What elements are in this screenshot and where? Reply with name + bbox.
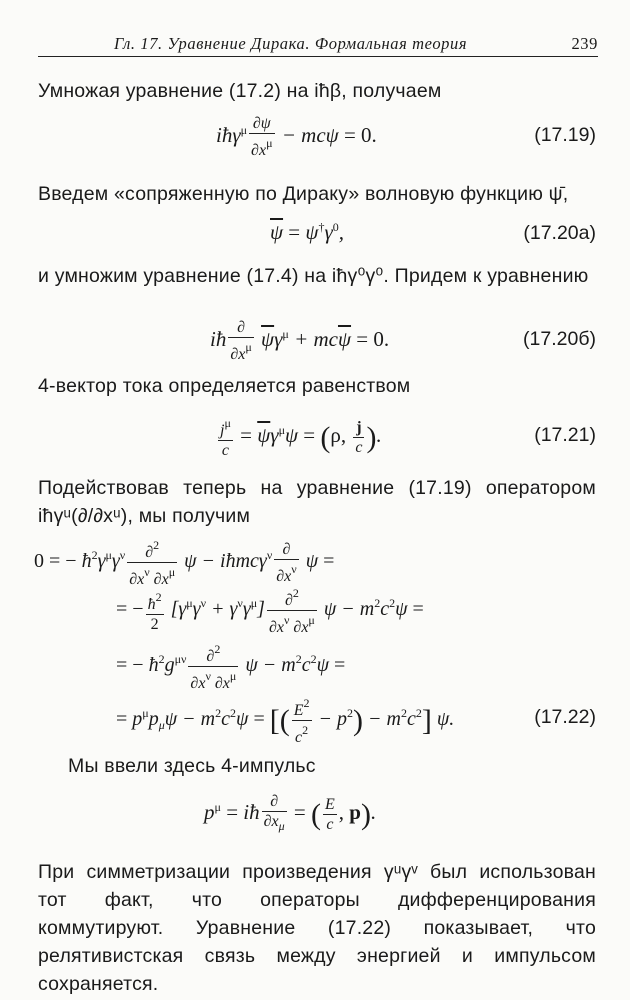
equation-17-19 <box>0 110 630 166</box>
equation-line-1: 0 = − $ħ^2\gamma^\mu\gamma^\nu$ $\frac{\partial^2}{\partial x^\nu \partial x^\mu}$ ψ − iħmcγ$^\nu$ $\frac{\partial}{\partial x^\nu}$ ψ = <box>34 538 335 588</box>
equation-17-20a <box>0 218 630 248</box>
running-head <box>38 34 598 57</box>
equation-number: (17.20а) <box>523 222 596 244</box>
equation-body: iħγ$^\mu$ $\frac{\partial\psi}{\partial x^\mu}$ − mcψ = 0. <box>216 115 377 159</box>
paragraph-4: 4-вектор тока определяется равенством <box>38 375 411 397</box>
running-title: Гл. 17. Уравнение Дирака. Формальная теория <box>114 34 468 53</box>
paragraph-6: Мы ввели здесь 4-импульс <box>68 755 316 777</box>
equation-line-2: = − $\frac{ħ^2}{2}$ $[\gamma^\mu\gamma^\nu + \gamma^\nu\gamma^\mu]$ $\frac{\partial^2}{\partial x^\nu \partial x^\mu}$ $\psi - m^2c^2\psi$ = <box>116 586 424 636</box>
equation-17-22 <box>0 536 630 746</box>
equation-17-20b <box>0 316 630 372</box>
paragraph-1: Умножая уравнение (17.2) на iħβ, получаем <box>38 80 442 102</box>
equation-17-21 <box>0 412 630 464</box>
paragraph-3: и умножим уравнение (17.4) на iħγ⁰γ⁰. Придем к уравнению <box>38 265 589 287</box>
equation-body: $\overline{\psi} = \psi^\dagger\gamma^0$, <box>270 220 344 244</box>
paragraph-5: Подействовав теперь на уравнение (17.19) оператором iħγᵘ(∂/∂xᵘ), мы получим <box>38 477 596 527</box>
equation-number: (17.19) <box>534 124 596 146</box>
equation-line-3: = − $ħ^2g^{\mu\nu}$ $\frac{\partial^2}{\partial x^\nu \partial x^\mu}$ $\psi - m^2c^2\psi$ = <box>116 642 346 692</box>
paragraph-2: Введем «сопряженную по Дираку» волновую функцию ψ̄, <box>38 183 569 205</box>
equation-line-4: = $p^\mu p_\mu\psi - m^2c^2\psi$ = [( $\frac{E^2}{c^2}$ − $p^2) - m^2c^2$] ψ. <box>116 696 455 746</box>
paragraph-7: При симметризации произведения γᵘγᵛ был использован тот факт, что операторы дифференцирования коммутируют. Уравнение (17.22) показывает, что релятивистская связь между энергией и импульсом сохраняется. <box>38 861 596 995</box>
equation-number: (17.21) <box>534 424 596 446</box>
equation-number: (17.20б) <box>523 328 596 350</box>
equation-body: $p^\mu$ = iħ $\frac{\partial}{\partial x_\mu}$ = ( $\frac{E}{c}$ , p). <box>204 793 377 833</box>
equation-number: (17.22) <box>534 706 596 728</box>
equation-4-momentum <box>0 790 630 842</box>
equation-body: iħ $\frac{\partial}{\partial x^\mu}$ $\overline{\psi}\gamma^\mu + mc\overline{\psi} = 0$. <box>210 319 390 363</box>
equation-body: $\frac{j^\mu}{c}$ = $\overline{\psi}\gamma^\mu\psi = (\rho$, $\frac{j}{c}$ ). <box>220 416 382 459</box>
page-number: 239 <box>571 34 598 53</box>
